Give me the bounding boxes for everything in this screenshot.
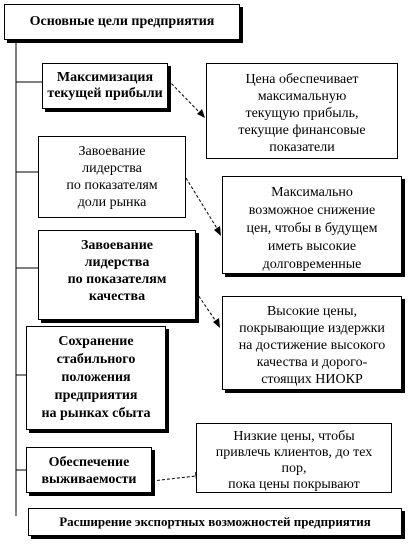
desc-line: на достижение высокого [238, 338, 386, 353]
desc-box-market-share [222, 176, 402, 274]
goal-line: текущей прибыли [47, 86, 163, 101]
footer-box [28, 508, 402, 536]
desc-box-quality [222, 296, 402, 390]
goal-line: качества [88, 289, 146, 304]
goal-box-profit [42, 63, 168, 109]
desc-line: показатели [269, 140, 335, 155]
goal-line: Обеспечение [48, 455, 130, 470]
desc-line: пор, [281, 461, 307, 476]
goal-line: выживаемости [41, 472, 137, 487]
desc-line: возможное снижение [248, 203, 376, 218]
goal-box-survival [26, 447, 152, 493]
goal-line: лидерства [82, 161, 142, 176]
arrow-g1-d1 [168, 80, 201, 114]
desc-line: привлечь клиентов, до тех [215, 445, 373, 460]
desc-line: пока цены покрывают [228, 477, 360, 492]
goal-line: Сохранение [58, 334, 134, 349]
desc-line: Максимально [271, 185, 353, 200]
desc-line: цен, чтобы в будущем [246, 221, 378, 236]
goal-box-market-share [38, 136, 186, 218]
goal-line: по показателям [66, 178, 158, 193]
goal-line: стабильного [56, 352, 136, 367]
desc-line: качества и дорого- [256, 355, 368, 370]
goal-line: предприятия [54, 388, 138, 403]
desc-line: покрывающие издержки [239, 321, 385, 336]
goal-line: Завоевание [81, 238, 153, 253]
arrow-g5-d4 [152, 476, 196, 481]
desc-box-survival [196, 423, 392, 493]
desc-line: текущую прибыль, [245, 106, 359, 121]
desc-box-profit [206, 63, 398, 159]
goal-line: по показателям [67, 272, 167, 287]
desc-line: текущие финансовые [238, 123, 366, 138]
goal-line: лидерства [84, 255, 150, 270]
goal-box-quality [38, 230, 196, 320]
desc-line: Высокие цены, [266, 304, 358, 319]
goal-line: положения [61, 370, 131, 385]
goal-line: Завоевание [78, 144, 146, 159]
desc-line: Цена обеспечивает [245, 72, 359, 87]
desc-line: Низкие цены, чтобы [233, 429, 355, 444]
desc-line: стоящих НИОКР [261, 372, 363, 387]
desc-line: долговременные [262, 257, 362, 272]
header-box [4, 4, 240, 40]
header-title: Основные цели предприятия [29, 14, 215, 29]
goal-line: на рынках сбыта [41, 406, 151, 421]
footer-title: Расширение экспортных возможностей предприятия [59, 514, 371, 529]
desc-line: иметь высокие [267, 239, 357, 254]
goal-line: Максимизация [56, 70, 154, 85]
goal-line: доли рынка [77, 195, 147, 210]
arrow-g3-d3 [196, 292, 217, 323]
goal-box-stability [26, 326, 166, 430]
arrow-g2-d2 [186, 178, 218, 230]
desc-line: максимальную [257, 89, 347, 104]
